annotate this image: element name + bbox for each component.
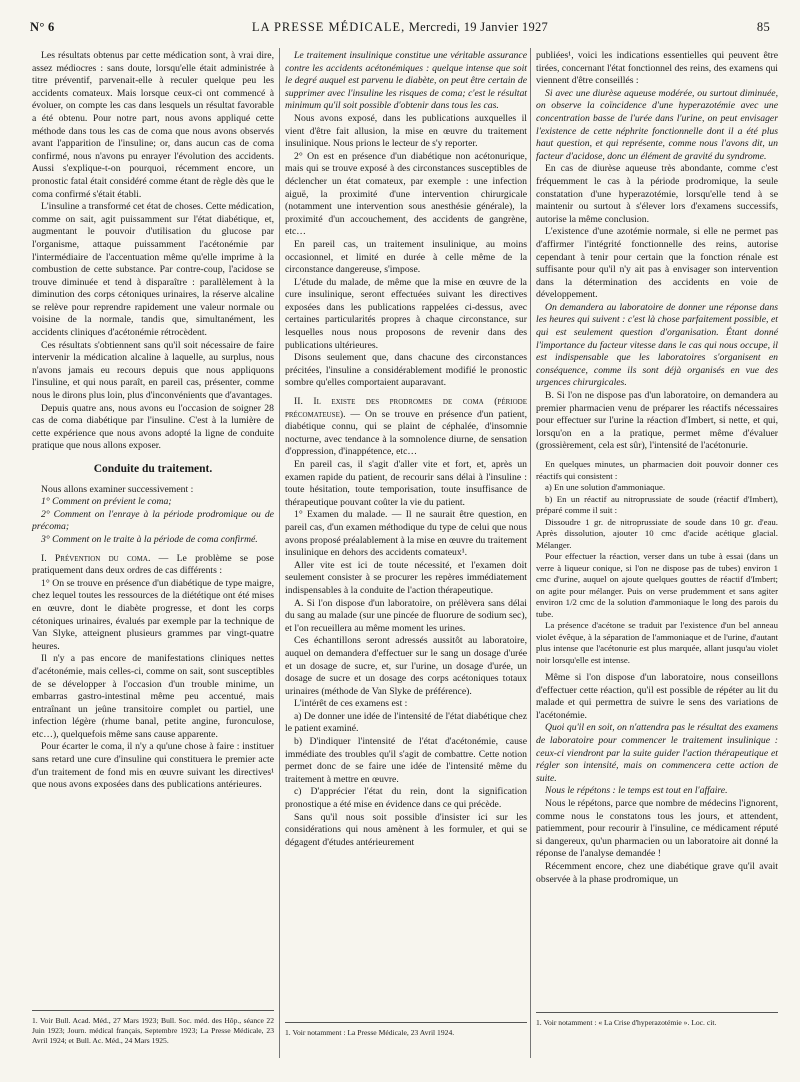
paragraph: A. Si l'on dispose d'un laboratoire, on prélèvera sans délai du sang au malade (sur une pincée de fluorure de sodium sec), et l'on recueillera au même moment les urines.: [285, 597, 527, 634]
footnote: 1. Voir notamment : La Presse Médicale, 23 Avril 1924.: [285, 1022, 527, 1038]
paragraph: On demandera au laboratoire de donner une réponse dans les heures qui suivent : c'est là chose parfaitement possible, et qui est seulement question d'organisation. Étant donné l'importance du facteur vitesse dans le cas qui nous occupe, il est indispensable que les laboratoires s'organisent en conséquence, comme ils sont déjà organisés en vue des urgences chirurgicales.: [536, 301, 778, 389]
small-paragraph: Dissoudre 1 gr. de nitroprussiate de soude dans 10 gr. d'eau. Après dissolution, ajouter 10 cmc d'acide acétique glacial. Mélanger.: [536, 516, 778, 550]
masthead: [30, 20, 770, 35]
paragraph: En pareil cas, il s'agit d'aller vite et fort, et, après un examen rapide du patient, de recourir sans délai à l'insuline : toute hésitation, toute temporisation, toute insuffisance de thérapeutique pouvant coûter la vie du patient.: [285, 459, 527, 508]
section-intro: [32, 553, 274, 578]
paragraph: L'intérêt de ces examens est :: [294, 698, 408, 710]
paragraph: Pour écarter le coma, il n'y a qu'une chose à faire : instituer sans retard une cure d'insuline qui constituera le premier acte d'un traitement de fond mis en œuvre suivant les directives¹ que nous avons exposées dans des publications antérieures.: [32, 741, 274, 791]
paragraph: b) D'indiquer l'intensité de l'état d'acétonémie, cause immédiate des troubles qu'il s'agit de combattre. Cette notion permet donc de se faire une idée de l'intensité même du traitement à mettre en œuvre.: [285, 736, 527, 785]
paragraph: Disons seulement que, dans chacune des circonstances précitées, l'insuline a considérablement modifié le pronostic sombre qu'elles comportaient auparavant.: [285, 352, 527, 389]
paragraph: 1° On se trouve en présence d'un diabétique de type maigre, chez lequel toutes les ressources de la diététique ont été mises en œuvre, dont le diabète progresse, et dont les corps cétoniques urinaires, évalués par exemple par la technique de Van Slyke, atteignent plusieurs grammes par vingt-quatre heures.: [32, 577, 274, 652]
column-rule: [279, 48, 280, 1058]
list-item: 1° Comment on prévient le coma;: [41, 496, 172, 508]
paragraph: Nous allons examiner successivement :: [41, 483, 194, 495]
section-text: — On se trouve en présence d'un patient, diabétique connu, qui se plaint de céphalée, d'insomnie nocturne, avec tendance à la somnolence diurne, de sensation d'oppression, d'inappétence, etc…: [285, 408, 527, 458]
column-rule: [530, 48, 531, 1058]
column-1: [32, 50, 274, 792]
paragraph: Nous avons exposé, dans les publications auxquelles il vient d'être fait allusion, la mise en œuvre du traitement insulinique. Nous prions le lecteur de s'y reporter.: [285, 112, 527, 150]
paragraph: L'insuline a transformé cet état de choses. Cette médication, comme on sait, agit puissamment sur l'état diabétique, et, augmentant le pouvoir d'utilisation du glucose par l'organisme, attaque puissamment l'acétonémie par l'intermédiaire de l'accentuation même qu'elle imprime à la combustion de cette substance. Par contre-coup, l'acidose se trouve diminuée et tend à disparaître : parallèlement à la diminution des corps cétoniques urinaires, la réserve alcaline se relève pour reprendre rapidement une valeur normale ou voisine de la normale, tandis que, simultanément, les accidents cliniques d'acétonémie rétrocèdent.: [32, 201, 274, 339]
paragraph: Les résultats obtenus par cette médication sont, à vrai dire, assez médiocres : sans doute, lorsqu'elle était administrée à titre préventif, parvenait-elle à reculer quelque peu les accidents comateux. Mais lorsque ceux-ci ont commencé à évoluer, on compte les cas dans lesquels un résultat favorable a été obtenu. Pour notre part, nous avons appliqué cette méthode dans tous les cas de coma que nous avons observés avant l'apparition de l'insuline; or, dans aucun cas de coma confirmé, nous n'avons pu enrayer l'évolution des accidents. Aussi s'explique-t-on pourquoi, récemment encore, un pronostic fatal était considéré comme étant de règle dès que le coma confirmé s'était établi.: [32, 50, 274, 200]
small-paragraph: Pour effectuer la réaction, verser dans un tube à essai (dans un verre à liqueur conique, si l'on ne dispose pas de tubes) environ 1 cmc d'urine, auquel on ajoute quelques gouttes de réactif d'Imbert; on agite pour mélanger. Puis on verse prudemment et sans agiter environ 1/2 cmc de la solution d'ammoniaque le long des parois du tube.: [536, 551, 778, 619]
section-title: II. Il existe des prodromes de coma (période précomateuse).: [285, 396, 527, 420]
page-header: [30, 20, 770, 38]
footnote: 1. Voir Bull. Acad. Méd., 27 Mars 1923; Bull. Soc. méd. des Hôp., séance 22 Juin 1923; Journ. médical français, Septembre 1923; La Presse Médicale, 23 Avril 1924; et Bull. Ac. Méd., 24 Mars 1925.: [32, 1010, 274, 1045]
paragraph: Depuis quatre ans, nous avons eu l'occasion de soigner 28 cas de coma diabétique par l'insuline. C'est à la lumière de cette expérience que nous avons adopté la ligne de conduite pratique que nous allons exposer.: [32, 402, 274, 452]
paragraph: a) De donner une idée de l'intensité de l'état diabétique chez le patient examiné.: [285, 710, 527, 735]
paragraph: Récemment encore, chez une diabétique grave qu'il avait observée à la phase prodromique, un: [536, 860, 778, 885]
section-heading: Conduite du traitement.: [93, 463, 213, 475]
paragraph: Ces résultats s'obtiennent sans qu'il soit nécessaire de faire intervenir la médication alcaline à laquelle, au surplus, nous n'avons jamais eu recours depuis que nous appliquons l'insuline, et qui nous paraît, en pareil cas, présenter, comme nous le dirons plus loin, plus d'inconvénients que d'avantages.: [32, 339, 274, 402]
paragraph: c) D'apprécier l'état du rein, dont la signification pronostique a été mise en évidence dans ce qui précède.: [285, 786, 527, 811]
section-text: — Le problème se pose pratiquement dans deux ordres de cas différents :: [32, 552, 274, 577]
column-2: [285, 50, 527, 849]
paragraph: Aller vite est ici de toute nécessité, et l'examen doit seulement consister à se procurer les repères immédiatement indispensables à la conduite de l'action thérapeutique.: [285, 559, 527, 596]
paragraph: Sans qu'il nous soit possible d'insister ici sur les considérations qui nous amènent à les formuler, et qui se dégagent d'études antérieurement: [285, 811, 527, 848]
list-item: 2° Comment on l'enraye à la période prodromique ou de précoma;: [32, 508, 274, 533]
paragraph: Nous le répétons : le temps est tout en l'affaire.: [545, 785, 728, 797]
paragraph: L'existence d'une azotémie normale, si elle ne permet pas d'affirmer l'intégrité fonctionnelle des reins, autorise cependant à tenir pour certain que la fonction rénale est suffisante pour qu'il n'y ait pas à envisager son intervention dans la détermination des accidents en voie de développement.: [536, 226, 778, 301]
section-title: I. Prévention du coma.: [41, 552, 151, 564]
small-paragraph: En quelques minutes, un pharmacien doit pouvoir donner ces réactifs qui consistent :: [536, 459, 778, 481]
issue-date: Mercredi, 19 Janvier 1927: [408, 20, 549, 34]
issue-number: N° 6: [30, 20, 55, 34]
paragraph: Quoi qu'il en soit, on n'attendra pas le résultat des examens de laboratoire pour commencer le traitement insulinique : ceux-ci viendront par la suite guider l'action thérapeutique et régler son intensité, mais on commencera cette action de suite.: [536, 722, 778, 784]
paragraph: Nous le répétons, parce que nombre de médecins l'ignorent, comme nous le constatons tous les jours, et attendent, patiemment, pour recourir à l'insuline, ce médicament réputé si dangereux, qu'un pharmacien ou un laboratoire ait donné la réponse de l'analyse demandée !: [536, 797, 778, 860]
small-paragraph: a) En une solution d'ammoniaque.: [545, 482, 666, 492]
paragraph: Le traitement insulinique constitue une véritable assurance contre les accidents acétonémiques : quelque intense que soit le degré auquel est parvenu le diabète, on peut être certain de supprimer avec l'insuline les risques de coma; c'est le résultat minimum qu'il soit possible d'obtenir dans tous les cas.: [285, 50, 527, 112]
paragraph: Même si l'on dispose d'un laboratoire, nous conseillons d'effectuer cette réaction, qu'il est possible de répéter au lit du malade et qui permettra de suivre le sens des variations de l'acétonémie.: [536, 672, 778, 721]
small-paragraph: b) En un réactif au nitroprussiate de soude (réactif d'Imbert), préparé comme il suit :: [536, 493, 778, 515]
paragraph: 1° Examen du malade. — Il ne saurait être question, en pareil cas, d'un examen méthodique du type de celui que nous avons proposé préalablement à la mise en œuvre du traitement insulinique en dehors des accidents comateux¹.: [285, 509, 527, 559]
paragraph: L'étude du malade, de même que la mise en œuvre de la cure insulinique, seront effectuées suivant les directives exposées dans les publications rappelées ci-dessus, avec certaines particularités propres à chaque circonstance, sur lesquelles nous nous proposons de revenir dans des publications ultérieures.: [285, 276, 527, 351]
footnote: 1. Voir notamment : « La Crise d'hyperazotémie ». Loc. cit.: [536, 1012, 778, 1028]
paragraph: Il n'y a pas encore de manifestations cliniques nettes d'acétonémie, mais celles-ci, comme on sait, sont susceptibles de se développer à l'occasion d'un trouble minime, un embarras gastro-intestinal même peu accentué, mais entraînant un jeûne transitoire complet ou partiel, une infection légère (rhume banal, petite angine, furonculose, etc…), quelquefois même sans cause apparente.: [32, 653, 274, 740]
column-3: [536, 50, 778, 886]
journal-title: LA PRESSE MÉDICALE,: [251, 20, 406, 34]
section-intro: [285, 396, 527, 459]
paragraph: publiées¹, voici les indications essentielles qui peuvent être tirées, concernant l'état fonctionnel des reins, des examens qui viennent d'être conseillés :: [536, 50, 778, 87]
small-paragraph: La présence d'acétone se traduit par l'existence d'un bel anneau violet évêque, à la séparation de l'ammoniaque et de l'urine, d'autant plus intense que l'acétonurie est plus marquée, allant jusqu'au violet noir lorsqu'elle est intense.: [536, 620, 778, 665]
paragraph: Ces échantillons seront adressés aussitôt au laboratoire, auquel on demandera d'effectuer sur le sang un dosage d'urée et un dosage de sucre, et, sur l'urine, un dosage d'urée, un dosage de sucre et un dosage des corps acétoniques totaux urinaires (méthode de Van Slyke de préférence).: [285, 635, 527, 697]
page-number: 85: [756, 20, 770, 34]
list-item: 3° Comment on le traite à la période de coma confirmé.: [41, 533, 258, 545]
paragraph: B. Si l'on ne dispose pas d'un laboratoire, on demandera au premier pharmacien venu de préparer les réactifs nécessaires pour effectuer sur l'urine la réaction d'Imbert, si nette, et qui, lorsqu'on en a la pratique, permet même d'évaluer (grossièrement, cela est sûr), l'intensité de l'acétonurie.: [536, 390, 778, 452]
paragraph: En cas de diurèse aqueuse très abondante, comme c'est fréquemment le cas à la période prodromique, la seule constatation d'une hyperazotémie, lorsqu'elle tend à se maintenir ou surtout à s'élever lors d'examens successifs, autorise la même conclusion.: [536, 163, 778, 225]
paragraph: Si avec une diurèse aqueuse modérée, ou surtout diminuée, on observe la coïncidence d'une hyperazotémie avec une concentration basse de l'urée dans l'urine, on peut envisager l'existence de cette néphrite fonctionnelle dont il a été plus haut question, et qui représente, comme nous l'avons dit, un facteur d'acidose, donc un élément de gravité du syndrome.: [536, 87, 778, 162]
paragraph: En pareil cas, un traitement insulinique, au moins occasionnel, et limité en durée à celle même de la circonstance dangereuse, s'impose.: [285, 238, 527, 276]
paragraph: 2° On est en présence d'un diabétique non acétonurique, mais qui se trouve exposé à des circonstances susceptibles de déclencher un état comateux, par exemple : une infection aiguë, la proximité d'une intervention chirurgicale (notamment une intervention sous anesthésie générale), la proximité d'un accouchement, des accidents de gangrène, etc…: [285, 150, 527, 238]
